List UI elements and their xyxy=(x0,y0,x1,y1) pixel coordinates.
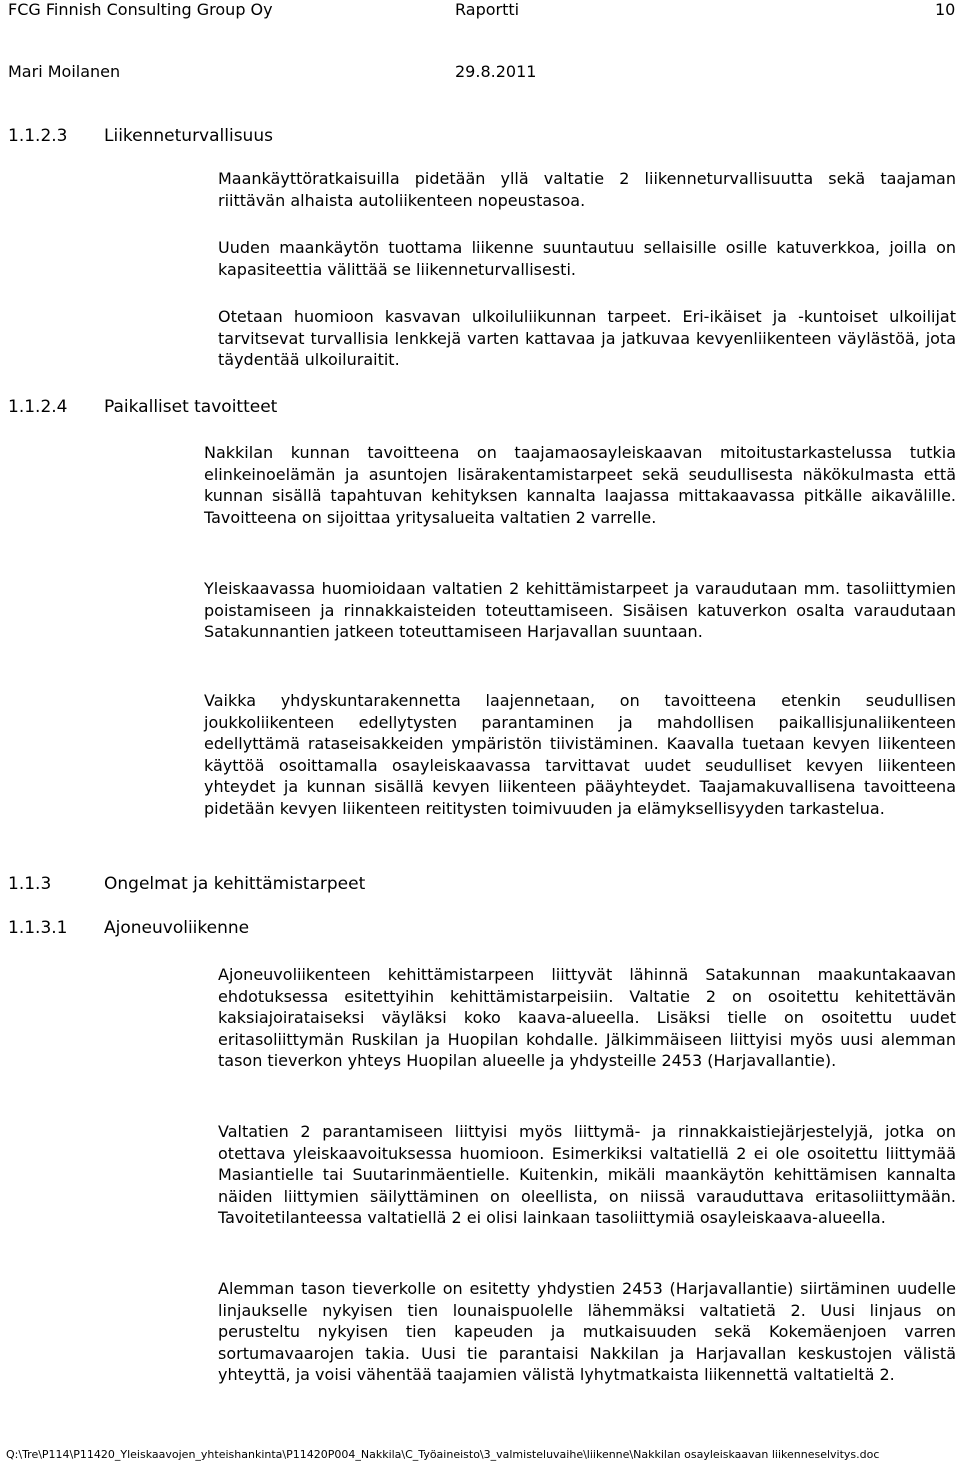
section-heading-ajoneuvoliikenne xyxy=(8,917,249,939)
section-title: Paikalliset tavoitteet xyxy=(104,397,278,417)
section-title: Liikenneturvallisuus xyxy=(104,126,273,146)
paragraph-tavoitteet-3: Vaikka yhdyskuntarakennetta laajennetaan, on tavoitteena etenkin seudullisen joukkoliikenteen edellytysten parantaminen ja mahdollisen paikallisjunaliikenteen edellyttämä rataseisakkeiden ympäristön tiivistäminen. Kaavalla tuetaan kevyen liikenteen käyttöä osoittamalla osayleiskaavassa tarvittavat uudet seudulliset kevyen liikenteen yhteydet ja kunnan sisällä kevyen liikenteen pääyhteydet. Taajamakuvallisena tavoitteena pidetään kevyen liikenteen reititysten toimivuuden ja elämyksellisyyden tarkastelua. xyxy=(204,691,956,818)
header-page-number: 10 xyxy=(935,0,956,19)
footer-file-path: Q:\Tre\P114\P11420_Yleiskaavojen_yhteishankinta\P11420P004_Nakkila\C_Työaineisto\3_valmisteluvaihe\liikenne\Nakkilan osayleiskaavan liikenneselvitys.doc xyxy=(6,1448,880,1461)
section-title: Ongelmat ja kehittämistarpeet xyxy=(104,874,366,894)
paragraph-ajoneuvoliikenne-2: Valtatien 2 parantamiseen liittyisi myös liittymä- ja rinnakkaistiejärjestelyjä, jotka on otettava yleiskaavoituksessa huomioon. Esimerkiksi valtatiellä 2 ei ole osoitettu liittymää Masiantielle tai Suutarinmäentielle. Kuitenkin, mikäli maankäytön kehittämisen kannalta näiden liittymien säilyttäminen on oleellista, on niissä varauduttava eritasoliittymään. Tavoitetilanteessa valtatiellä 2 ei olisi lainkaan tasoliittymiä osayleiskaava-alueella. xyxy=(218,1122,956,1227)
section-heading-liikenneturvallisuus xyxy=(8,125,273,147)
paragraph-tavoitteet-2: Yleiskaavassa huomioidaan valtatien 2 kehittämistarpeet ja varaudutaan mm. tasoliittymien poistamiseen ja rinnakkaisteiden toteuttamiseen. Sisäisen katuverkon osalta varaudutaan Satakunnantien jatkeen toteuttamiseen Harjavallan suuntaan. xyxy=(204,579,956,641)
section-title: Ajoneuvoliikenne xyxy=(104,918,250,938)
section-number: 1.1.3 xyxy=(8,874,52,894)
paragraph-tavoitteet-1: Nakkilan kunnan tavoitteena on taajamaosayleiskaavan mitoitustarkastelussa tutkia elinkeinoelämän ja asuntojen lisärakentamistarpeet sekä seudullisesta näkökulmasta että kunnan sisällä tapahtuvan kehityksen kannalta laajassa mittakaavassa pitkälle aikavälille. Tavoitteena on sijoittaa yritysalueita valtatien 2 varrelle. xyxy=(204,443,956,527)
section-heading-paikalliset-tavoitteet xyxy=(8,396,277,418)
header-date: 29.8.2011 xyxy=(455,62,537,81)
paragraph-liikenneturvallisuus-3: Otetaan huomioon kasvavan ulkoiluliikunnan tarpeet. Eri-ikäiset ja -kuntoiset ulkoilijat tarvitsevat turvallisia lenkkejä varten kattavaa ja jatkuvaa kevyenliikenteen väylästöä, jota täydentää ulkoiluraitit. xyxy=(218,307,956,369)
paragraph-liikenneturvallisuus-2: Uuden maankäytön tuottama liikenne suuntautuu sellaisille osille katuverkkoa, joilla on kapasiteettia välittää se liikenneturvallisesti. xyxy=(218,238,956,279)
paragraph-ajoneuvoliikenne-1: Ajoneuvoliikenteen kehittämistarpeen liittyvät lähinnä Satakunnan maakuntakaavan ehdotuksessa esitettyihin kehittämistarpeisiin. Valtatie 2 on osoitettu kehitettävän kaksiajoirataiseksi väyläksi koko kaava-alueella. Lisäksi tielle on osoitettu uudet eritasoliittymän Ruskilan ja Huopilan kohdalle. Jälkimmäiseen liittyisi myös uusi alemman tason tieverkon yhteys Huopilan alueelle ja yhdysteille 2453 (Harjavallantie). xyxy=(218,965,956,1070)
section-number: 1.1.3.1 xyxy=(8,918,68,938)
section-number: 1.1.2.4 xyxy=(8,397,68,417)
paragraph-liikenneturvallisuus-1: Maankäyttöratkaisuilla pidetään yllä valtatie 2 liikenneturvallisuutta sekä taajaman riittävän alhaista autoliikenteen nopeustasoa. xyxy=(218,169,956,210)
header-author: Mari Moilanen xyxy=(8,62,121,81)
header-doc-type: Raportti xyxy=(455,0,520,19)
section-number: 1.1.2.3 xyxy=(8,126,68,146)
paragraph-ajoneuvoliikenne-3: Alemman tason tieverkolle on esitetty yhdystien 2453 (Harjavallantie) siirtäminen uudelle linjaukselle nykyisen tien lounaispuolelle lähemmäksi valtatietä 2. Uusi linjaus on perusteltu nykyisen tien kapeuden ja mutkaisuuden sekä Kokemäenjoen varren sortumavaarojen takia. Uusi tie parantaisi Nakkilan ja Harjavallan keskustojen välistä yhteyttä, ja voisi vähentää taajamien välistä lyhytmatkaista liikennettä valtatieltä 2. xyxy=(218,1279,956,1384)
header-company: FCG Finnish Consulting Group Oy xyxy=(8,0,273,19)
section-heading-ongelmat xyxy=(8,873,365,895)
